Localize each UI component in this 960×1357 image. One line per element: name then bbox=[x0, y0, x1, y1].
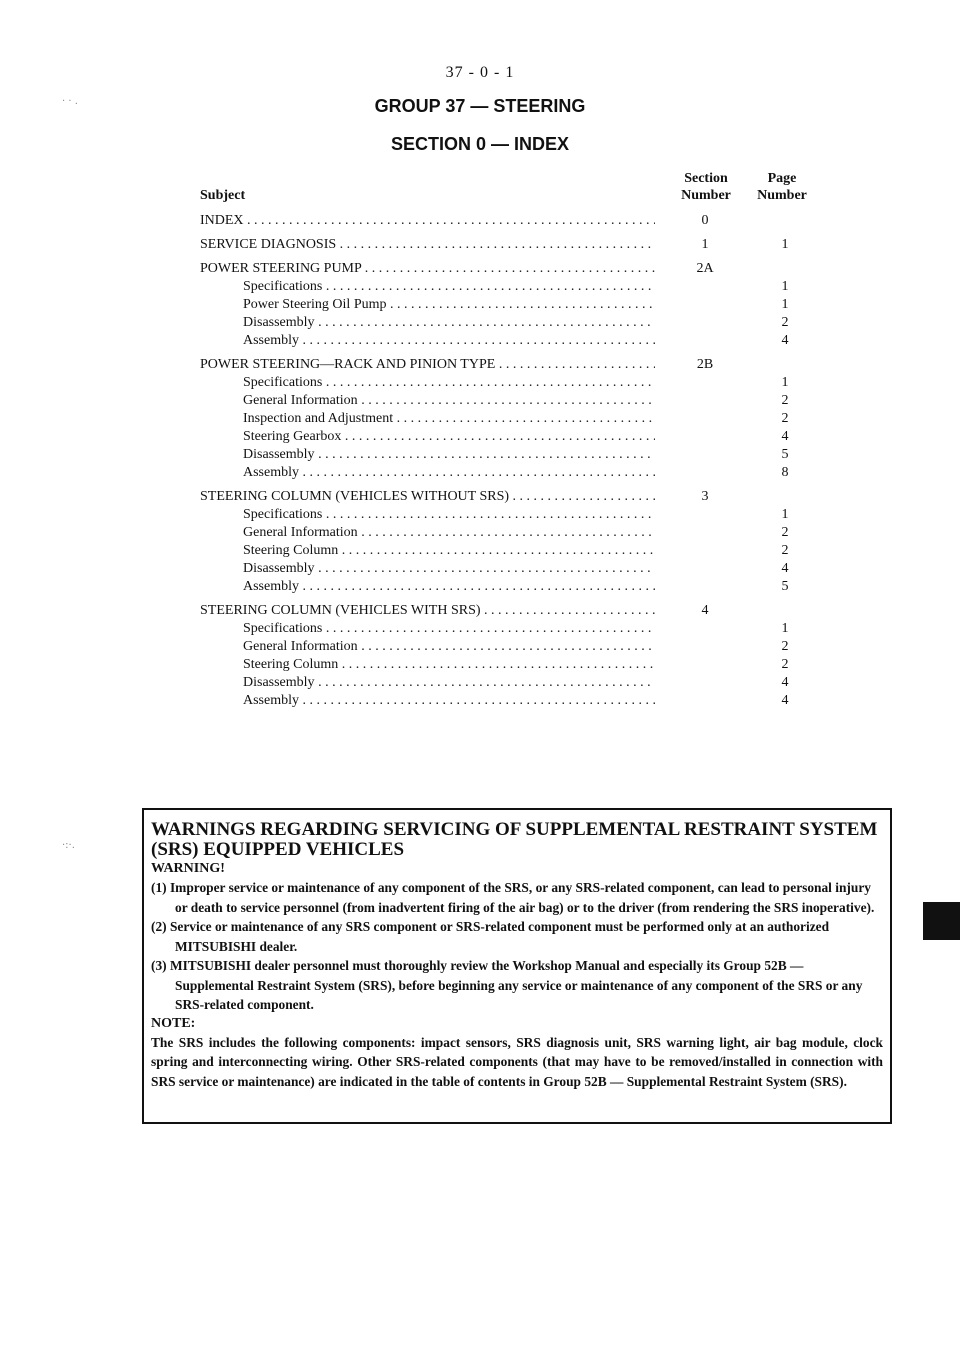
toc-sub-subject: Specifications . . . bbox=[243, 506, 655, 524]
toc-sub-page-number: 2 bbox=[781, 393, 789, 408]
toc-sub-subject: Disassembly . . . bbox=[243, 674, 655, 692]
toc-sub-page-number: 1 bbox=[781, 375, 789, 390]
toc-main-row bbox=[200, 212, 820, 230]
toc-subject: INDEX . . . bbox=[200, 212, 655, 230]
toc-subject: STEERING COLUMN (VEHICLES WITHOUT SRS) . . . bbox=[200, 488, 655, 506]
toc-subject: SERVICE DIAGNOSIS . . . bbox=[200, 236, 655, 254]
toc-sub-subject: Assembly . . . bbox=[243, 332, 655, 350]
toc-sub-subject: Disassembly . . . bbox=[243, 560, 655, 578]
toc-sub-row bbox=[200, 314, 820, 332]
toc-sub-page-number: 4 bbox=[781, 561, 789, 576]
toc-main-row bbox=[200, 356, 820, 374]
toc-sub-page-number: 4 bbox=[781, 429, 789, 444]
toc-sub-page-number: 1 bbox=[781, 279, 789, 294]
toc-sub-page-number: 4 bbox=[781, 675, 789, 690]
toc-sub-page-number: 2 bbox=[781, 657, 789, 672]
index-table bbox=[200, 212, 820, 716]
toc-sub-subject: Specifications . . . bbox=[243, 374, 655, 392]
toc-sub-page-number: 1 bbox=[781, 507, 789, 522]
toc-subject: POWER STEERING—RACK AND PINION TYPE . . . bbox=[200, 356, 655, 374]
toc-sub-subject: General Information . . . bbox=[243, 392, 655, 410]
toc-sub-subject: Specifications . . . bbox=[243, 278, 655, 296]
toc-subject: POWER STEERING PUMP . . . bbox=[200, 260, 655, 278]
toc-sub-page-number: 1 bbox=[781, 621, 789, 636]
toc-section-number: 0 bbox=[701, 213, 709, 228]
toc-section-number: 2B bbox=[696, 357, 714, 372]
subject-column-header: Subject bbox=[200, 188, 246, 203]
toc-sub-page-number: 4 bbox=[781, 693, 789, 708]
toc-sub-row bbox=[200, 506, 820, 524]
toc-sub-row bbox=[200, 560, 820, 578]
toc-sub-row bbox=[200, 620, 820, 638]
toc-sub-subject: Assembly . . . bbox=[243, 692, 655, 710]
toc-sub-subject: Steering Gearbox . . . bbox=[243, 428, 655, 446]
toc-sub-subject: Inspection and Adjustment . . . bbox=[243, 410, 655, 428]
toc-sub-row bbox=[200, 446, 820, 464]
toc-sub-page-number: 5 bbox=[781, 579, 789, 594]
section-header-line2: Number bbox=[681, 188, 731, 203]
toc-sub-subject: Specifications . . . bbox=[243, 620, 655, 638]
toc-sub-page-number: 2 bbox=[781, 411, 789, 426]
toc-main-row bbox=[200, 236, 820, 254]
scan-speck: ·:·. bbox=[62, 840, 75, 851]
toc-sub-row bbox=[200, 410, 820, 428]
toc-sub-subject: Steering Column . . . bbox=[243, 542, 655, 560]
toc-page-number: 1 bbox=[781, 237, 789, 252]
toc-section-number: 1 bbox=[701, 237, 709, 252]
section-edge-tab bbox=[923, 902, 960, 940]
toc-sub-page-number: 2 bbox=[781, 639, 789, 654]
toc-sub-page-number: 8 bbox=[781, 465, 789, 480]
toc-sub-page-number: 5 bbox=[781, 447, 789, 462]
scan-speck: · · . bbox=[62, 96, 78, 107]
toc-sub-row bbox=[200, 674, 820, 692]
toc-subject: STEERING COLUMN (VEHICLES WITH SRS) . . . bbox=[200, 602, 655, 620]
section-title: SECTION 0 — INDEX bbox=[390, 134, 570, 154]
toc-sub-subject: General Information . . . bbox=[243, 524, 655, 542]
page-number-column-header bbox=[742, 170, 822, 204]
toc-sub-subject: Disassembly . . . bbox=[243, 314, 655, 332]
warning-title: WARNINGS REGARDING SERVICING OF SUPPLEMENTAL RESTRAINT SYSTEM (SRS) EQUIPPED VEHICLES bbox=[151, 819, 878, 860]
toc-sub-row bbox=[200, 578, 820, 596]
toc-sub-row bbox=[200, 332, 820, 350]
note-text: The SRS includes the following components: impact sensors, SRS diagnosis unit, SRS warning light, air bag module, clock spring and interconnecting wiring. Other SRS-related components (that may have to be removed/installed in connection with SRS service or maintenance) are indicated in the table of contents in Group 52B — Supplemental Restraint System (SRS). bbox=[151, 1034, 883, 1089]
toc-sub-row bbox=[200, 542, 820, 560]
warning-item: (1) Improper service or maintenance of any component of the SRS, or any SRS-related component, can lead to personal injury or death to service personnel (from inadvertent firing of the air bag) or to the driver (from rendering the SRS inoperative). bbox=[151, 880, 875, 915]
toc-main-row bbox=[200, 602, 820, 620]
group-title: GROUP 37 — STEERING bbox=[374, 96, 586, 116]
srs-warning-box bbox=[142, 808, 892, 1124]
toc-group bbox=[200, 602, 820, 710]
toc-sub-row bbox=[200, 464, 820, 482]
section-header-line1: Section bbox=[684, 171, 728, 186]
toc-group bbox=[200, 488, 820, 596]
toc-sub-subject: Steering Column . . . bbox=[243, 656, 655, 674]
toc-group bbox=[200, 236, 820, 254]
toc-sub-subject: Assembly . . . bbox=[243, 464, 655, 482]
toc-sub-page-number: 2 bbox=[781, 543, 789, 558]
toc-sub-row bbox=[200, 392, 820, 410]
toc-sub-row bbox=[200, 638, 820, 656]
note-label: NOTE: bbox=[151, 1015, 196, 1031]
section-number-column-header bbox=[666, 170, 746, 204]
toc-sub-row bbox=[200, 278, 820, 296]
toc-main-row bbox=[200, 488, 820, 506]
page-number: 37 - 0 - 1 bbox=[445, 64, 515, 81]
toc-section-number: 4 bbox=[701, 603, 709, 618]
toc-group bbox=[200, 212, 820, 230]
toc-sub-page-number: 1 bbox=[781, 297, 789, 312]
toc-sub-page-number: 2 bbox=[781, 315, 789, 330]
toc-sub-page-number: 4 bbox=[781, 333, 789, 348]
toc-sub-subject: Disassembly . . . bbox=[243, 446, 655, 464]
warning-item: (2) Service or maintenance of any SRS component or SRS-related component must be performed only at an authorized MITSUBISHI dealer. bbox=[151, 919, 830, 954]
warning-label: WARNING! bbox=[151, 861, 225, 876]
toc-sub-row bbox=[200, 524, 820, 542]
toc-sub-row bbox=[200, 692, 820, 710]
toc-sub-subject: Power Steering Oil Pump . . . bbox=[243, 296, 655, 314]
page-header-line2: Number bbox=[757, 188, 807, 203]
toc-sub-row bbox=[200, 296, 820, 314]
page-header-line1: Page bbox=[767, 171, 797, 186]
toc-sub-page-number: 2 bbox=[781, 525, 789, 540]
toc-section-number: 2A bbox=[696, 261, 714, 276]
toc-main-row bbox=[200, 260, 820, 278]
toc-sub-row bbox=[200, 656, 820, 674]
toc-sub-row bbox=[200, 428, 820, 446]
toc-section-number: 3 bbox=[701, 489, 709, 504]
toc-sub-row bbox=[200, 374, 820, 392]
warning-item: (3) MITSUBISHI dealer personnel must thoroughly review the Workshop Manual and especially its Group 52B — Supplemental Restraint System (SRS), before beginning any service or maintenance of any component of the SRS or any SRS-related component. bbox=[151, 958, 863, 1012]
toc-group bbox=[200, 260, 820, 350]
toc-sub-subject: General Information . . . bbox=[243, 638, 655, 656]
toc-sub-subject: Assembly . . . bbox=[243, 578, 655, 596]
toc-group bbox=[200, 356, 820, 482]
